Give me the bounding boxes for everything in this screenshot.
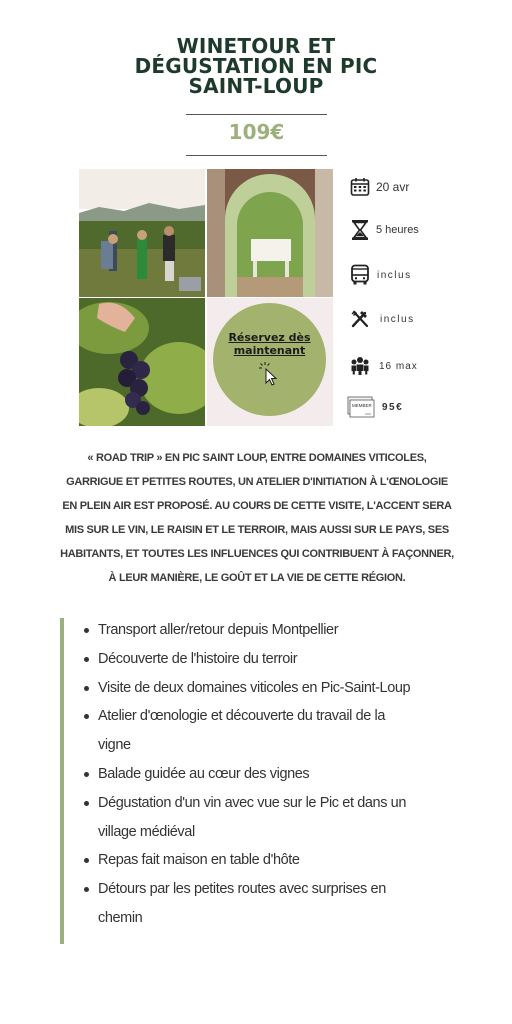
member-card-label: MEMBER [352,403,372,408]
list-item: Transport aller/retour depuis Montpellier [98,616,464,645]
duration-text: 5 heures [376,224,419,236]
calendar-icon [349,176,371,198]
date-text: 20 avr [376,180,410,194]
info-capacity [349,355,418,377]
bus-icon [349,264,371,286]
hourglass-icon [349,219,371,241]
list-item: Découverte de l'histoire du terroir [98,645,464,674]
features-panel [60,618,464,944]
cutlery-icon [349,308,371,330]
list-item: Balade guidée au cœur des vignes [98,760,464,789]
tour-description: « ROAD TRIP » EN PIC SAINT LOUP, ENTRE DOMAINES VITICOLES, GARRIGUE ET PETITES ROUTES, UN ATELIER D'INITIATION À L'ŒNOLOGIE EN PLEIN AIR EST PROPOSÉ. AU COURS DE CETTE VISITE, L'ACCENT SERA MIS SUR LE VIN, LE RAISIN ET LE TERROIR, MAIS AUSSI SUR LE PAYS, SES HABITANTS, ET TOUTES LES INFLUENCES QUI CONTRIBUENT À FAÇONNER, À LEUR MANIÈRE, LE GOÛT ET LA VIE DE CETTE RÉGION. [60,452,454,584]
features-list [64,616,464,933]
price: 109€ [228,120,285,144]
divider-bottom [186,155,327,156]
photo-vineyard-workers [79,169,205,297]
list-item: Visite de deux domaines viticoles en Pic-Saint-Loup [98,674,464,703]
info-member-price [347,396,403,418]
member-card-icon [347,396,375,418]
cta-panel [207,298,333,426]
photo-grape-harvest [79,298,205,426]
reserve-button[interactable] [213,303,326,416]
member-price-text: 95€ [382,401,404,413]
photo-stone-arch [207,169,333,297]
divider-top [186,114,327,115]
capacity-text: 16 max [379,360,418,372]
click-cursor-icon [258,361,282,392]
list-item: Atelier d'œnologie et découverte du travail de la vigne [98,702,416,760]
info-date [349,176,409,198]
reserve-button-label: Réservez dès maintenant [228,331,311,357]
transport-text: inclus [377,269,412,281]
list-item: Dégustation d'un vin avec vue sur le Pic et dans un village médiéval [98,789,438,847]
group-icon [349,355,371,377]
list-item: Repas fait maison en table d'hôte [98,846,464,875]
list-item: Détours par les petites routes avec surprises en chemin [98,875,408,933]
meal-text: inclus [380,313,415,325]
info-transport [349,264,412,286]
page-title: WINETOUR ET DÉGUSTATION EN PIC SAINT-LOUP [134,34,378,98]
info-duration [349,219,419,241]
info-meal [349,308,415,330]
